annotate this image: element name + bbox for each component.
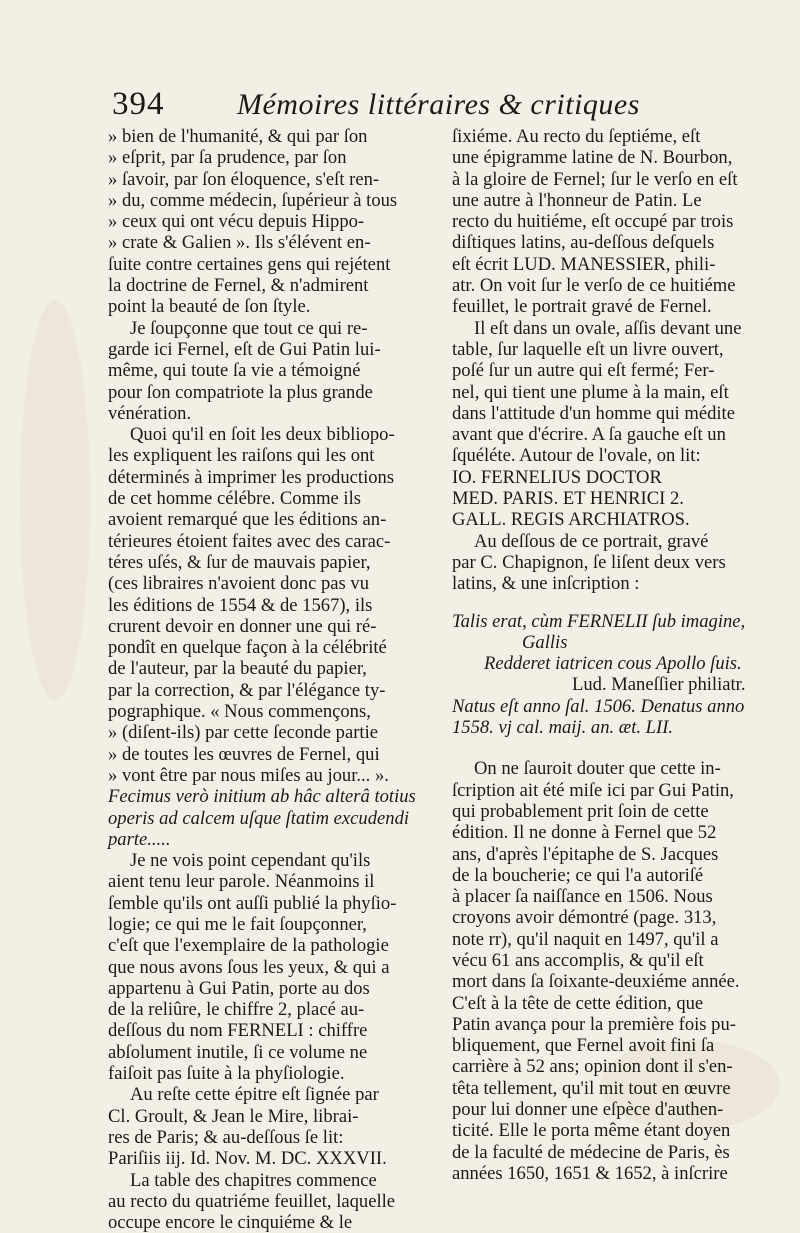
text-line: de la faculté de médecine de Paris, ès bbox=[452, 1141, 730, 1163]
text-line: note rr), qu'il naquit en 1497, qu'il a bbox=[452, 928, 719, 950]
text-line: MED. PARIS. ET HENRICI 2. bbox=[452, 488, 684, 510]
paragraph bbox=[452, 126, 764, 318]
text-line: Il eſt dans un ovale, aſſis devant une bbox=[474, 317, 742, 339]
text-line: une autre à l'honneur de Patin. Le bbox=[452, 189, 702, 211]
text-line: table, ſur laquelle eſt un livre ouvert, bbox=[452, 338, 724, 360]
text-line: pour lui donner une eſpèce d'authen- bbox=[452, 1099, 724, 1121]
text-line: vénération. bbox=[108, 402, 192, 424]
text-line: Quoi qu'il en ſoit les deux bibliopo- bbox=[130, 424, 395, 446]
text-line: deſſous du nom FERNELI : chiffre bbox=[108, 1020, 368, 1042]
text-line: Pariſiis iij. Id. Nov. M. DC. XXXVII. bbox=[108, 1148, 387, 1170]
text-line: La table des chapitres commence bbox=[130, 1169, 377, 1191]
paragraph bbox=[452, 531, 764, 595]
verse-line: Redderet iatricen cous Apollo ſuis. bbox=[484, 653, 742, 675]
paragraph bbox=[108, 1084, 434, 1169]
text-line: à placer ſa naiſſance en 1506. Nous bbox=[452, 886, 713, 908]
text-line: » de toutes les œuvres de Fernel, qui bbox=[108, 743, 380, 765]
text-line: On ne ſauroit douter que cette in- bbox=[474, 758, 721, 780]
text-line: point la beauté de ſon ſtyle. bbox=[108, 296, 311, 318]
verse-line: Talis erat, cùm FERNELII ſub imagine, bbox=[452, 610, 746, 632]
text-line: operis ad calcem uſque ſtatim excudendi bbox=[108, 807, 410, 829]
latin-quote bbox=[108, 786, 434, 850]
verse-line: Gallis bbox=[522, 631, 568, 653]
text-line: une épigramme latine de N. Bourbon, bbox=[452, 147, 733, 169]
paragraph bbox=[108, 850, 434, 1084]
text-line: ſquéléte. Autour de l'ovale, on lit: bbox=[452, 445, 701, 467]
paragraph bbox=[452, 758, 764, 1184]
left-column bbox=[108, 126, 434, 1233]
text-line: ſuite contre certaines gens qui rejétent bbox=[108, 253, 391, 275]
text-line: de l'auteur, par la beauté du papier, bbox=[108, 658, 367, 680]
text-line: au recto du quatriéme feuillet, laquelle bbox=[108, 1190, 396, 1212]
text-line: pour ſon compatriote la plus grande bbox=[108, 381, 373, 403]
text-line: » bien de l'humanité, & qui par ſon bbox=[108, 126, 368, 147]
text-line: feuillet, le portrait gravé de Fernel. bbox=[452, 296, 712, 318]
text-line: les éditions de 1554 & de 1567), ils bbox=[108, 594, 373, 616]
text-line: » vont être par nous miſes au jour... ». bbox=[108, 764, 389, 786]
paragraph bbox=[108, 1170, 434, 1233]
text-line: Je ne vois point cependant qu'ils bbox=[130, 850, 371, 872]
text-line: abſolument inutile, ſi ce volume ne bbox=[108, 1041, 368, 1063]
text-line: à la gloire de Fernel; ſur le verſo en eſt bbox=[452, 168, 738, 190]
text-line: diſtiques latins, au-deſſous deſquels bbox=[452, 232, 715, 254]
text-line: Natus eſt anno ſal. 1506. Denatus anno bbox=[452, 695, 745, 717]
text-line: Patin avança pour la première fois pu- bbox=[452, 1013, 736, 1035]
text-line: mort dans ſa ſoixante-deuxiéme année. bbox=[452, 971, 740, 993]
text-line: la doctrine de Fernel, & n'admirent bbox=[108, 275, 369, 297]
text-line: faiſoit pas ſuite à la phyſiologie. bbox=[108, 1063, 345, 1085]
text-line: ſcription ait été miſe ici par Gui Patin, bbox=[452, 779, 734, 801]
text-line: croyons avoir démontré (page. 313, bbox=[452, 907, 717, 929]
text-line: ſixiéme. Au recto du ſeptiéme, eſt bbox=[452, 126, 701, 147]
text-line: Fecimus verò initium ab hâc alterâ totius bbox=[108, 786, 416, 808]
text-line: pographique. « Nous commençons, bbox=[108, 701, 371, 723]
text-line: aient tenu leur parole. Néanmoins il bbox=[108, 871, 375, 893]
text-line: c'eſt que l'exemplaire de la pathologie bbox=[108, 935, 389, 957]
paragraph bbox=[452, 318, 764, 531]
text-line: pondît en quelque façon à la célébrité bbox=[108, 637, 387, 659]
text-line: Cl. Groult, & Jean le Mire, librai- bbox=[108, 1105, 359, 1127]
text-line: carrière à 52 ans; opinion dont il s'en- bbox=[452, 1056, 733, 1078]
text-line: atr. On voit ſur le verſo de ce huitiéme bbox=[452, 275, 736, 297]
text-line: Au deſſous de ce portrait, gravé bbox=[474, 530, 709, 552]
text-line: avant que d'écrire. A ſa gauche eſt un bbox=[452, 424, 726, 446]
text-line: que nous avons ſous les yeux, & qui a bbox=[108, 956, 390, 978]
text-line: de la boucherie; ce qui l'a autoriſé bbox=[452, 864, 704, 886]
text-line: avoient remarqué que les éditions an- bbox=[108, 509, 387, 531]
text-line: bliquement, que Fernel avoit fini ſa bbox=[452, 1035, 715, 1057]
paragraph bbox=[108, 424, 434, 786]
text-line: recto du huitiéme, eſt occupé par trois bbox=[452, 211, 734, 233]
text-line: Au reſte cette épitre eſt ſignée par bbox=[130, 1084, 379, 1106]
running-header bbox=[112, 86, 752, 130]
page-number: 394 bbox=[112, 86, 165, 122]
text-line: ticité. Elle le porta même étant doyen bbox=[452, 1120, 731, 1142]
text-line: vécu 61 ans accomplis, & qu'il eſt bbox=[452, 949, 704, 971]
text-line: garde ici Fernel, eſt de Gui Patin lui- bbox=[108, 338, 381, 360]
text-line: IO. FERNELIUS DOCTOR bbox=[452, 466, 662, 488]
text-line: logie; ce qui me le fait ſoupçonner, bbox=[108, 913, 367, 935]
text-line: années 1650, 1651 & 1652, à inſcrire bbox=[452, 1162, 728, 1184]
text-line: GALL. REGIS ARCHIATROS. bbox=[452, 509, 690, 531]
text-line: térieures étoient faites avec des carac- bbox=[108, 530, 391, 552]
text-line: poſé ſur un autre qui eſt fermé; Fer- bbox=[452, 360, 715, 382]
text-line: de la reliûre, le chiffre 2, placé au- bbox=[108, 999, 365, 1021]
text-line: eſt écrit LUD. MANESSIER, phili- bbox=[452, 253, 716, 275]
spacer bbox=[452, 738, 764, 758]
quote-paragraph bbox=[108, 126, 434, 318]
text-line: 1558. vj cal. maij. an. æt. LII. bbox=[452, 717, 674, 739]
text-line: » eſprit, par ſa prudence, par ſon bbox=[108, 147, 347, 169]
text-line: Je ſoupçonne que tout ce qui re- bbox=[130, 317, 368, 339]
latin-verse bbox=[452, 611, 764, 696]
text-line: » (diſent-ils) par cette ſeconde partie bbox=[108, 722, 378, 744]
text-line: occupe encore le cinquiéme & le bbox=[108, 1212, 353, 1233]
text-line: édition. Il ne donne à Fernel que 52 bbox=[452, 822, 717, 844]
right-column bbox=[452, 126, 764, 1184]
verse-signature: Lud. Maneſſier philiatr. bbox=[572, 674, 746, 696]
text-line: les expliquent les raiſons qui les ont bbox=[108, 445, 375, 467]
paragraph bbox=[108, 318, 434, 424]
text-line: crurent devoir en donner une qui ré- bbox=[108, 615, 377, 637]
text-line: » crate & Galien ». Ils s'élévent en- bbox=[108, 232, 371, 254]
paper-stain bbox=[20, 300, 90, 700]
text-line: dans l'attitude d'un homme qui médite bbox=[452, 402, 735, 424]
text-line: (ces libraires n'avoient donc pas vu bbox=[108, 573, 369, 595]
running-title: Mémoires littéraires & critiques bbox=[237, 88, 640, 121]
text-line: par la correction, & par l'élégance ty- bbox=[108, 679, 386, 701]
text-line: » du, comme médecin, ſupérieur à tous bbox=[108, 189, 398, 211]
text-line: ſemble qu'ils ont auſſi publié la phyſio- bbox=[108, 892, 397, 914]
text-line: ans, d'après l'épitaphe de S. Jacques bbox=[452, 843, 719, 865]
text-line: têta tellement, qu'il mit tout en œuvre bbox=[452, 1077, 731, 1099]
text-line: C'eſt à la tête de cette édition, que bbox=[452, 992, 704, 1014]
text-line: qui probablement prit ſoin de cette bbox=[452, 800, 709, 822]
text-line: appartenu à Gui Patin, porte au dos bbox=[108, 977, 370, 999]
text-line: parte..... bbox=[108, 828, 171, 850]
text-line: téres uſés, & ſur de mauvais papier, bbox=[108, 551, 371, 573]
text-line: déterminés à imprimer les productions bbox=[108, 466, 395, 488]
birth-death-inscription bbox=[452, 696, 764, 739]
text-line: » ſavoir, par ſon éloquence, s'eſt ren- bbox=[108, 168, 380, 190]
text-line: latins, & une inſcription : bbox=[452, 573, 640, 595]
text-line: de cet homme célébre. Comme ils bbox=[108, 488, 361, 510]
text-line: » ceux qui ont vécu depuis Hippo- bbox=[108, 211, 365, 233]
text-line: res de Paris; & au-deſſous ſe lit: bbox=[108, 1126, 344, 1148]
text-line: par C. Chapignon, ſe liſent deux vers bbox=[452, 551, 726, 573]
text-line: nel, qui tient une plume à la main, eſt bbox=[452, 381, 729, 403]
text-line: même, qui toute ſa vie a témoigné bbox=[108, 360, 361, 382]
